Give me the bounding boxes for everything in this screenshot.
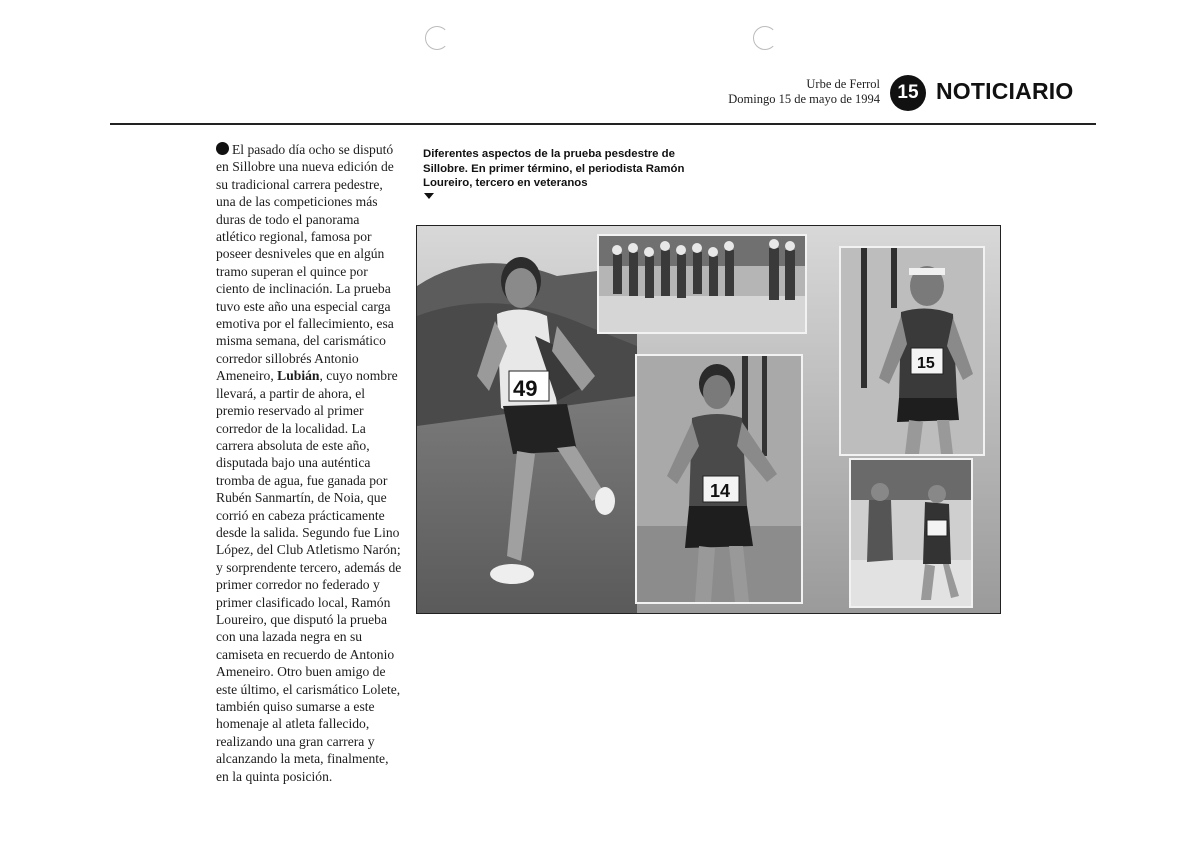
main-runner-bib: 49 — [513, 376, 538, 401]
photo-race-start — [597, 234, 807, 334]
photo-collage — [416, 225, 1001, 614]
photo-runners-road — [849, 458, 973, 608]
article-text-end: , cuyo nombre llevará, a partir de ahora, el premio reservado al primer corredor de la localidad. La carrera absoluta de este año, disputada bajo una auténtica tromba de agua, fue ganada por Rubén Sanmartín, de Noia, que corrió en cabeza prácticamente desde la salida. Segundo fue Lino López, del Club Atletismo Narón; y sorprendente tercero, además de primer corredor no federado y primer clasificado local, Ramón Loureiro, que disputó la prueba con una lazada negra en su camiseta en recuerdo de Antonio Ameneiro. Otro buen amigo de este último, el carismático Lolete, también quiso sumarse a este homenaje al atleta fallecido, realizando una gran carrera y alcanzando la meta, finalmente, en la quinta posición. — [216, 368, 402, 784]
article-paragraph — [216, 141, 402, 785]
photo-caption: Diferentes aspectos de la prueba pesdestre de Sillobre. En primer término, el periodista Ramón Loureiro, tercero en veteranos — [423, 148, 685, 189]
article-text-start: El pasado día ocho se disputó en Sillobre una nueva edición de su tradicional carrera pedestre, una de las competiciones más duras de todo el panorama atlético regional, famosa por poseer desniveles que en algún tramo superan el quince por ciento de inclinación. La prueba tuvo este año una especial carga emotiva por el fallecimiento, esa misma semana, del carismático corredor sillobrés Antonio Ameneiro, — [216, 142, 394, 384]
punch-hole-mark — [753, 26, 777, 50]
photo-runner-center — [635, 354, 803, 604]
punch-hole-mark — [425, 26, 449, 50]
article-bold-name: Lubián — [277, 368, 320, 384]
page-header-meta — [700, 77, 880, 107]
section-title: NOTICIARIO — [936, 78, 1074, 104]
publication-name: Urbe de Ferrol — [806, 77, 880, 91]
center-runner-bib: 14 — [710, 481, 731, 501]
header-rule — [110, 123, 1096, 125]
right-runner-bib: 15 — [917, 355, 935, 372]
caption-arrow-icon — [424, 193, 434, 199]
article-body — [216, 141, 402, 785]
photo-runner-right — [839, 246, 985, 456]
bullet-icon — [216, 142, 229, 155]
page-number-badge: 15 — [890, 75, 926, 111]
publication-date: Domingo 15 de mayo de 1994 — [728, 92, 880, 106]
